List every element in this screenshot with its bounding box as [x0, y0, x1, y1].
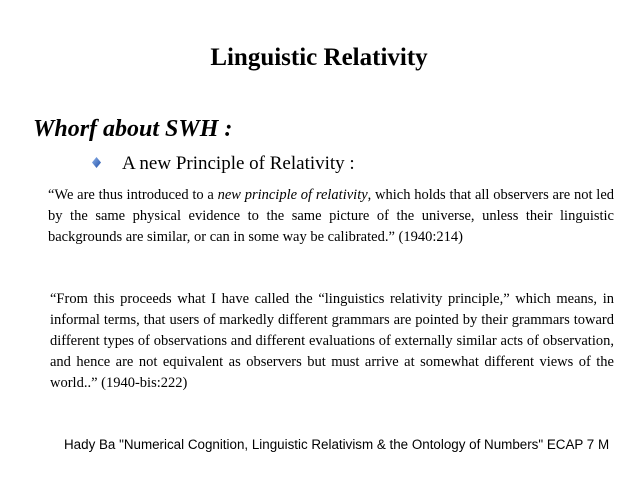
bullet-item [92, 153, 355, 175]
quote-1940-214 [48, 185, 614, 248]
slide-title: Linguistic Relativity [210, 44, 428, 71]
footer-citation: Hady Ba "Numerical Cognition, Linguistic Relativism & the Ontology of Numbers" ECAP 7 M [64, 437, 610, 452]
bullet-text: A new Principle of Relativity : [122, 153, 355, 174]
quote-1940-bis-222: “From this proceeds what I have called the “linguistics relativity principle,” which means, in informal terms, that users of markedly different grammars are pointed by their grammars toward different types of observations and different evaluations of externally similar acts of observation, and hence are not equivalent as observers but must arrive at somewhat different views of the world..” (1940-bis:222) [50, 291, 614, 391]
diamond-bullet-icon [92, 157, 101, 168]
quote-1-emphasis: new principle of relativity [217, 187, 368, 203]
section-heading: Whorf about SWH : [33, 116, 233, 142]
quote-1-text-after: , which holds that all observers are not led by the same physical evidence to the same picture of the universe, unless their linguistic backgrounds are similar, or can in some way be calibrated.” (1940:214) [48, 187, 615, 245]
quote-1-text-before: “We are thus introduced to a [48, 187, 218, 203]
